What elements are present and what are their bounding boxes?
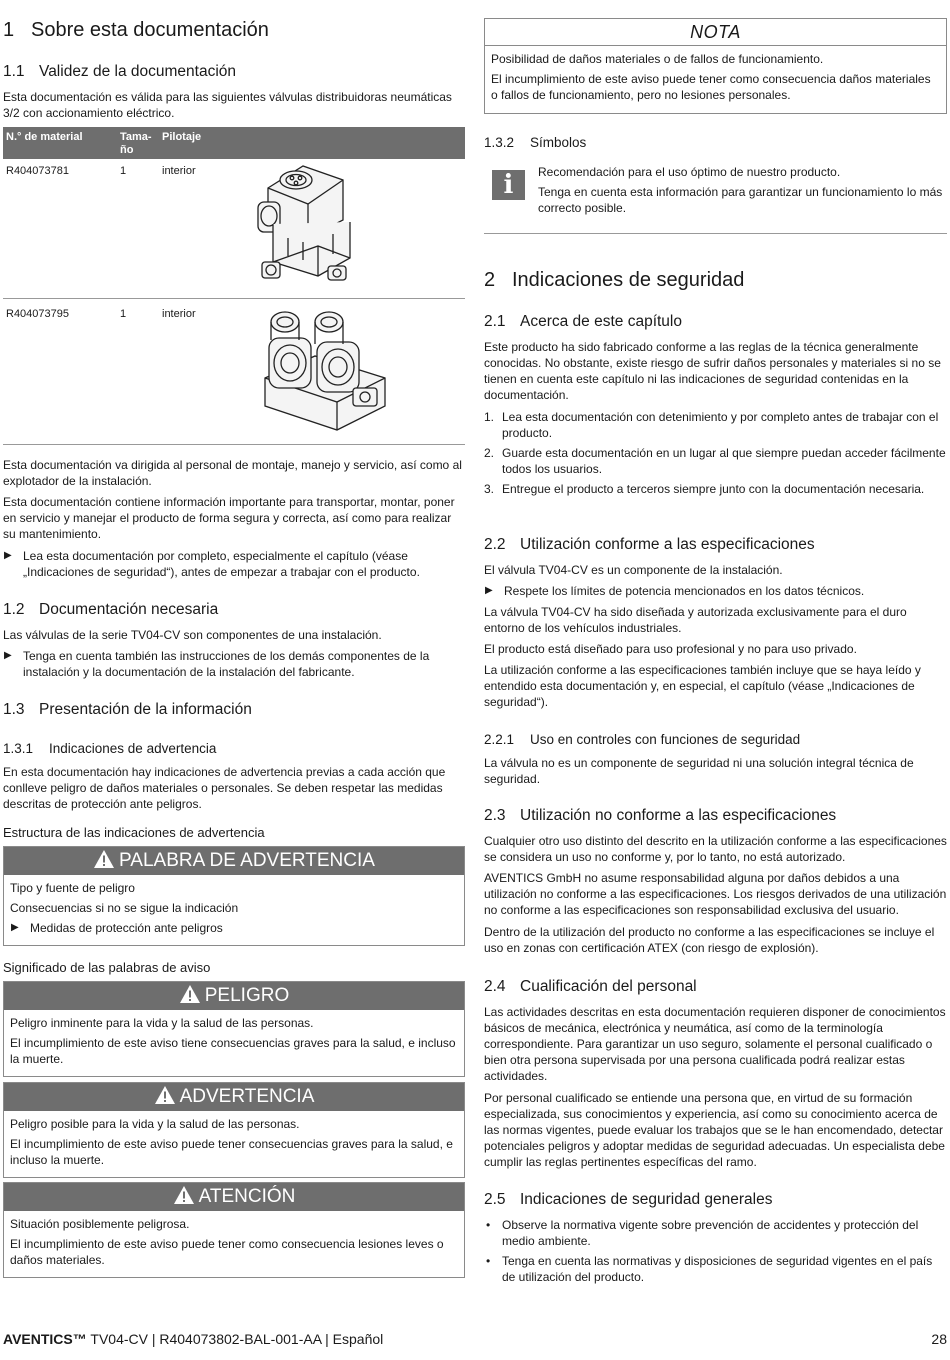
section-1-3-heading: 1.3 Presentación de la información — [3, 701, 252, 718]
advertencia-bar: ADVERTENCIA — [4, 1083, 464, 1111]
intended-use-p2: La válvula TV04-CV ha sido diseñada y autorizada exclusivamente para el duro entorno de los vehículos industriales. — [484, 605, 907, 635]
peligro-line-1: Peligro inminente para la vida y la salud de las personas. — [10, 1016, 314, 1030]
cell-material: R404073781 — [6, 165, 70, 177]
series-paragraph: Las válvulas de la serie TV04-CV son componentes de una instalación. — [3, 628, 382, 642]
list-item: ▶ Tenga en cuenta también las instrucciones de los demás componentes de la instalación y la documentación de la instalación del fabricante. — [3, 648, 465, 680]
section-1-2-heading: 1.2 Documentación necesaria — [3, 601, 219, 618]
warning-triangle-icon — [179, 984, 201, 1004]
section-2-1-heading: 2.1 Acerca de este capítulo — [484, 313, 682, 330]
nota-line-1: Posibilidad de daños materiales o de fallos de funcionamiento. — [491, 52, 824, 66]
warning-triangle-icon — [154, 1085, 176, 1105]
warning-triangle-icon — [173, 1185, 195, 1205]
cell-size: 1 — [120, 165, 127, 177]
cell-material: R404073795 — [6, 308, 70, 320]
section-2-2-1-heading: 2.2.1 Uso en controles con funciones de seguridad — [484, 732, 801, 747]
table-divider — [3, 298, 465, 299]
nota-box — [484, 18, 947, 114]
warnings-paragraph: En esta documentación hay indicaciones de advertencia previas a cada acción que conlleve peligro de daños materiales o personales. Se deben respetar las medidas descritas de protección ante peligros. — [3, 765, 446, 811]
peligro-line-2: El incumplimiento de este aviso tiene consecuencias graves para la salud, e incluso la muerte. — [10, 1036, 456, 1066]
peligro-bar: PELIGRO — [4, 982, 464, 1010]
list-item: 3. Entregue el producto a terceros siempre junto con la documentación necesaria. — [484, 482, 925, 496]
atencion-line-2: El incumplimiento de este aviso puede tener como consecuencia lesiones leves o daños materiales. — [10, 1237, 444, 1267]
read-instruction-list — [3, 548, 465, 584]
list-item: 1. Lea esta documentación con detenimiento y por completo antes de trabajar con el producto. — [484, 410, 939, 440]
validity-paragraph: Esta documentación es válida para las siguientes válvulas distribuidoras neumáticas 3/2 con accionamiento eléctrico. — [3, 90, 452, 120]
list-item: • Tenga en cuenta las normativas y disposiciones de seguridad vigentes en el país de utilización del producto. — [484, 1253, 947, 1285]
info-icon: i — [492, 170, 525, 200]
peligro-box — [3, 981, 465, 1077]
nota-title: NOTA — [485, 19, 946, 46]
intended-use-p3: El producto está diseñado para uso profesional y no para uso privado. — [484, 642, 857, 656]
hazard-consequences: Consecuencias si no se sigue la indicación — [10, 901, 239, 915]
atencion-box — [3, 1182, 465, 1278]
warning-structure-bar: PALABRA DE ADVERTENCIA — [4, 847, 464, 875]
cell-size: 1 — [120, 308, 127, 320]
power-limits-list — [484, 583, 947, 603]
atencion-line-1: Situación posiblemente peligrosa. — [10, 1217, 190, 1231]
valve-image-double — [255, 308, 395, 436]
advertencia-box — [3, 1082, 465, 1178]
symbol-line-1: Recomendación para el uso óptimo de nuestro producto. — [538, 165, 841, 179]
symbol-box — [484, 160, 947, 234]
atencion-bar: ATENCIÓN — [4, 1183, 464, 1211]
section-1-3-1-heading: 1.3.1 Indicaciones de advertencia — [3, 741, 217, 756]
warning-structure-box — [3, 846, 465, 946]
qualification-p2: Por personal cualificado se entiende una persona que, en virtud de su formación especializada, sus conocimientos y experiencia, así como su conocimiento acerca de las normas vigentes, puede evaluar los trabajos que se le han encomendado, detectar potenciales peligros y adoptar medidas de seguridad adecuadas. Un especialista debe cumplir las reglas pertinentes específicas del ramo. — [484, 1091, 945, 1169]
header-size: Tama- ño — [120, 131, 152, 156]
list-item: ▶ Respete los límites de potencia mencionados en los datos técnicos. — [484, 583, 947, 599]
section-1-1-heading: 1.1 Validez de la documentación — [3, 63, 237, 80]
material-table-header — [3, 127, 465, 159]
header-material: N.° de material — [6, 131, 83, 143]
doc-instruction-list — [3, 648, 465, 684]
symbol-line-2: Tenga en cuenta esta información para garantizar un funcionamiento lo más correcto posible. — [538, 185, 943, 215]
nota-line-2: El incumplimiento de este aviso puede tener como consecuencia daños materiales o fallos de funcionamiento, pero no lesiones personales. — [491, 72, 931, 102]
improper-use-p1: Cualquier otro uso distinto del descrito en la utilización conforme a las especificaciones se considera un uso no conforme y, por lo tanto, no está autorizado. — [484, 834, 947, 864]
meaning-heading: Significado de las palabras de aviso — [3, 960, 211, 975]
structure-heading: Estructura de las indicaciones de advertencia — [3, 825, 265, 840]
audience-paragraph: Esta documentación va dirigida al personal de montaje, manejo y servicio, así como al explotador de la instalación. — [3, 458, 462, 488]
qualification-p1: Las actividades descritas en esta documentación requieren disponer de conocimientos básicos de mecánica, electrónica y neumática, así como de la terminología correspondiente. Para garantizar un uso seguro, solamente el personal cualificado o bien otra persona supervisada por una persona cualificada podrá realizar estas actividades. — [484, 1005, 946, 1083]
section-2-4-heading: 2.4 Cualificación del personal — [484, 978, 697, 995]
warning-triangle-icon — [93, 849, 115, 869]
section-2-3-heading: 2.3 Utilización no conforme a las especificaciones — [484, 807, 837, 824]
chapter-steps-list — [484, 409, 947, 501]
content-paragraph: Esta documentación contiene información importante para transportar, montar, poner en servicio y manejar el producto de forma segura y correcta, así como para realizar su mantenimiento. — [3, 495, 455, 541]
doc-info: TV04-CV | R404073802-BAL-001-AA | Español — [86, 1331, 384, 1347]
list-item: 2. Guarde esta documentación en un lugar al que siempre puedan acceder fácilmente todos los usuarios. — [484, 446, 946, 476]
general-safety-list — [484, 1217, 947, 1289]
section-2-2-heading: 2.2 Utilización conforme a las especificaciones — [484, 536, 815, 553]
cell-pilot: interior — [162, 165, 196, 177]
valve-image-single — [248, 158, 368, 290]
intended-use-p4: La utilización conforme a las especificaciones también incluye que se haya leído y entendido esta documentación y, en especial, el capítulo (véase „Indicaciones de seguridad“). — [484, 663, 921, 709]
hazard-measures: ▶ Medidas de protección ante peligros — [10, 920, 458, 936]
page-number: 28 — [931, 1331, 947, 1347]
table-bottom-rule — [3, 444, 465, 445]
improper-use-p2: AVENTICS GmbH no asume responsabilidad alguna por daños debidos a una utilización no conforme a las especificaciones. Los riesgos derivados de una utilización no conforme a las especificaciones son responsabilidad exclusiva del usuario. — [484, 871, 947, 917]
chapter-intro-paragraph: Este producto ha sido fabricado conforme a las reglas de la técnica generalmente conocidas. No obstante, existe riesgo de sufrir daños personales y materiales si no se tienen en cuenta este capítulo ni las indicaciones de seguridad contenidas en la documentación. — [484, 340, 941, 402]
header-pilot: Pilotaje — [162, 131, 202, 143]
hazard-type: Tipo y fuente de peligro — [10, 881, 135, 895]
brand-name: AVENTICS™ — [3, 1331, 87, 1347]
cell-pilot: interior — [162, 308, 196, 320]
page-footer — [3, 1330, 947, 1348]
chapter-1-heading: 1 Sobre esta documentación — [3, 19, 269, 41]
safety-functions-paragraph: La válvula no es un componente de seguridad ni una solución integral técnica de seguridad. — [484, 756, 914, 786]
section-1-3-2-heading: 1.3.2 Símbolos — [484, 135, 587, 150]
list-item: • Observe la normativa vigente sobre prevención de accidentes y protección del medio ambiente. — [484, 1217, 947, 1249]
intended-use-p1: El válvula TV04-CV es un componente de la instalación. — [484, 563, 783, 577]
advertencia-line-2: El incumplimiento de este aviso puede tener consecuencias graves para la salud, e incluso la muerte. — [10, 1137, 453, 1167]
improper-use-p3: Dentro de la utilización del producto no conforme a las especificaciones se incluye el uso en zonas con certificación ATEX (con riesgo de explosión). — [484, 925, 935, 955]
chapter-2-heading: 2 Indicaciones de seguridad — [484, 269, 745, 291]
list-item: ▶ Lea esta documentación por completo, especialmente el capítulo (véase „Indicaciones de seguridad“), antes de empezar a trabajar con el producto. — [3, 548, 465, 580]
section-2-5-heading: 2.5 Indicaciones de seguridad generales — [484, 1191, 773, 1208]
advertencia-line-1: Peligro posible para la vida y la salud de las personas. — [10, 1117, 300, 1131]
